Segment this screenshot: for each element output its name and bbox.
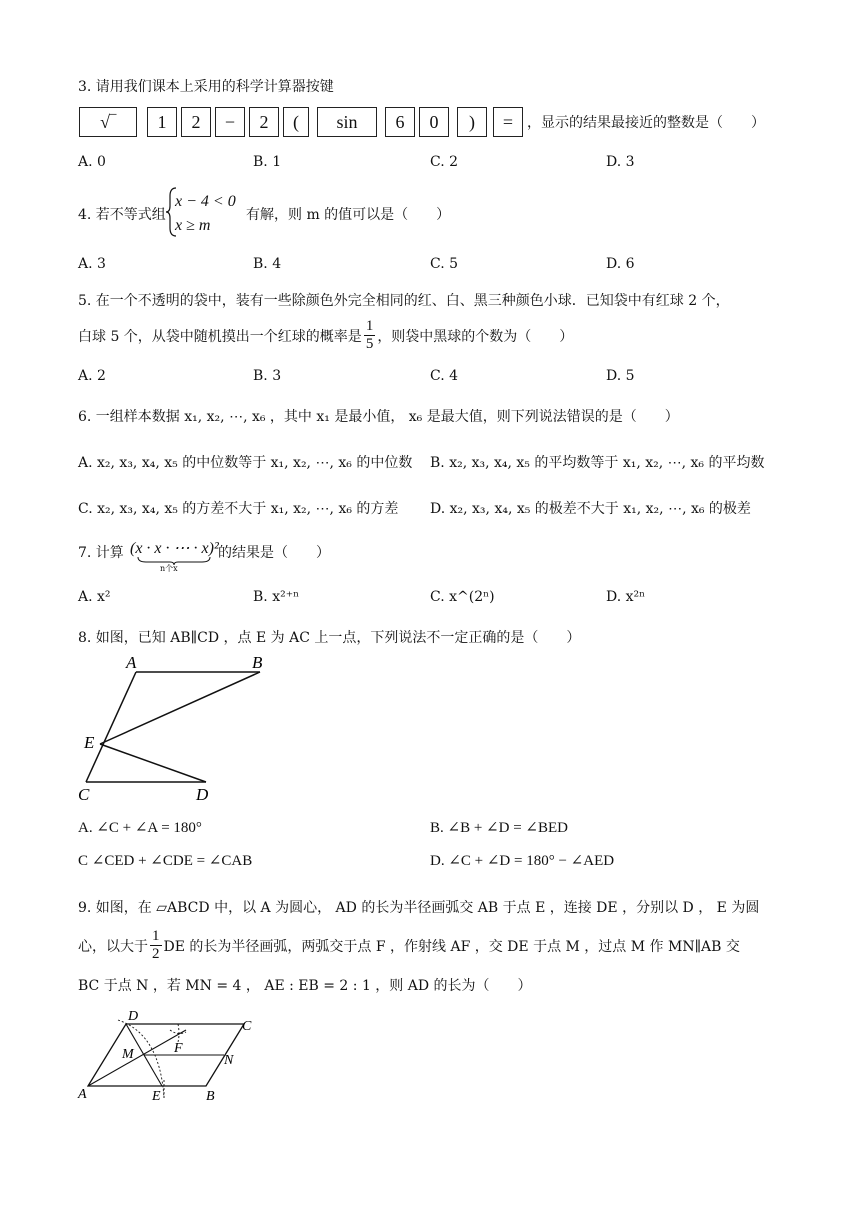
q7-option-a: A. x² [78, 589, 111, 605]
q6-option-d: D. x₂, x₃, x₄, x₅ 的极差不大于 x₁, x₂, ⋯, x₆ 的极差 [430, 501, 751, 517]
q4-stem-post: 有解，则 m 的值可以是（ ） [246, 207, 451, 223]
q5-line-2 [78, 318, 573, 353]
q8-option-b: B. ∠B + ∠D = ∠BED [430, 820, 568, 836]
q5-frac-den: 5 [365, 336, 374, 352]
label-b: B [252, 653, 263, 672]
q5-line-2-pre: 白球 5 个，从袋中随机摸出一个红球的概率是 [78, 328, 362, 345]
sin-key: sin [317, 107, 377, 137]
q4-option-d: D. 6 [606, 256, 635, 272]
q8-option-c: C ∠CED + ∠CDE = ∠CAB [78, 853, 253, 869]
q8-stem: 8. 如图，已知 AB∥CD ，点 E 为 AC 上一点，下列说法不一定正确的是（ ） [78, 630, 581, 646]
key-2b: 2 [249, 107, 279, 137]
q9-line-2-post: DE 的长为半径画弧，两弧交于点 F ，作射线 AF ，交 DE 于点 M ，过点 M 作 MN∥AB 交 [163, 938, 740, 955]
label-n: N [224, 1053, 234, 1068]
label-f: F [174, 1041, 183, 1056]
q3-stem: 3. 请用我们课本上采用的科学计算器按键 [78, 79, 334, 95]
sqrt-key: √‾ [79, 107, 137, 137]
q8-option-a: A. ∠C + ∠A = 180° [78, 820, 202, 836]
q9-frac-den: 2 [152, 946, 160, 962]
q4-option-a: A. 3 [78, 256, 106, 272]
q6-option-a: A. x₂, x₃, x₄, x₅ 的中位数等于 x₁, x₂, ⋯, x₆ 的中位数 [78, 455, 413, 471]
q4-option-c: C. 5 [430, 256, 459, 272]
q8-option-d: D. ∠C + ∠D = 180° − ∠AED [430, 853, 615, 869]
q9-line-3: BC 于点 N ，若 MN = 4 ， AE : EB = 2 : 1 ，则 AD 的长为（ ） [78, 978, 532, 994]
label-c: C [78, 785, 90, 804]
label-e: E [84, 733, 95, 752]
q5-line-2-post: ，则袋中黑球的个数为（ ） [377, 328, 574, 345]
inequality-line-2: x ≥ m [175, 217, 211, 234]
close-paren-key: ) [457, 107, 487, 137]
q3-option-b: B. 1 [253, 154, 282, 170]
calculator-key-row [79, 104, 765, 140]
label-c: C [242, 1019, 252, 1034]
q7-option-b: B. x²⁺ⁿ [253, 589, 300, 605]
q9-line-2 [78, 928, 740, 963]
q3-tail: ，显示的结果最接近的整数是（ ） [527, 115, 765, 131]
label-d: D [128, 1009, 139, 1024]
open-paren-key: ( [283, 107, 309, 137]
q5-line-1: 5. 在一个不透明的袋中，装有一些除颜色外完全相同的红、白、黑三种颜色小球．已知袋中有红球 2 个， [78, 293, 730, 309]
q5-fraction [364, 318, 376, 353]
q9-fraction [150, 928, 162, 963]
label-m: M [122, 1047, 134, 1062]
inequality-line-1: x − 4 < 0 [175, 193, 236, 210]
q7-stem-post: 的结果是（ ） [218, 545, 330, 561]
q6-stem: 6. 一组样本数据 x₁, x₂, ⋯, x₆ ，其中 x₁ 是最小值， x₆ 是最大值，则下列说法错误的是（ ） [78, 409, 679, 425]
label-a: A [126, 653, 137, 672]
q7-option-c: C. x^(2ⁿ) [430, 589, 495, 605]
q9-line-2-pre: 心，以大于 [78, 938, 148, 955]
q4-option-b: B. 4 [253, 256, 282, 272]
key-1: 1 [147, 107, 177, 137]
q7-option-d: D. x²ⁿ [606, 589, 646, 605]
q5-option-b: B. 3 [253, 368, 282, 384]
q5-option-d: D. 5 [606, 368, 635, 384]
label-e: E [152, 1089, 161, 1104]
q3-option-c: C. 2 [430, 154, 459, 170]
q9-line-1: 9. 如图，在 ▱ABCD 中，以 A 为圆心， AD 的长为半径画弧交 AB 于点 E ，连接 DE ，分别以 D ， E 为圆 [78, 900, 760, 916]
q4-stem-pre: 4. 若不等式组 [78, 207, 166, 223]
q8-figure [76, 652, 276, 808]
q6-option-c: C. x₂, x₃, x₄, x₅ 的方差不大于 x₁, x₂, ⋯, x₆ 的方差 [78, 501, 399, 517]
q5-option-c: C. 4 [430, 368, 459, 384]
label-a: A [78, 1087, 87, 1102]
equals-key: = [493, 107, 523, 137]
minus-key: − [215, 107, 245, 137]
q6-option-b: B. x₂, x₃, x₄, x₅ 的平均数等于 x₁, x₂, ⋯, x₆ 的平均数 [430, 455, 765, 471]
q7-expression: (x · x · ⋯ · x)² [130, 540, 219, 557]
label-b: B [206, 1089, 215, 1104]
q5-option-a: A. 2 [78, 368, 106, 384]
key-2: 2 [181, 107, 211, 137]
label-d: D [196, 785, 209, 804]
q5-frac-num: 1 [365, 318, 374, 334]
q7-stem-pre: 7. 计算 [78, 545, 124, 561]
inequality-system [175, 190, 236, 238]
key-6: 6 [385, 107, 415, 137]
q7-underbrace-label: n个x [160, 564, 178, 573]
q9-figure [74, 1006, 274, 1106]
key-0: 0 [419, 107, 449, 137]
q3-option-a: A. 0 [78, 154, 106, 170]
q3-option-d: D. 3 [606, 154, 635, 170]
q9-frac-num: 1 [152, 928, 160, 944]
